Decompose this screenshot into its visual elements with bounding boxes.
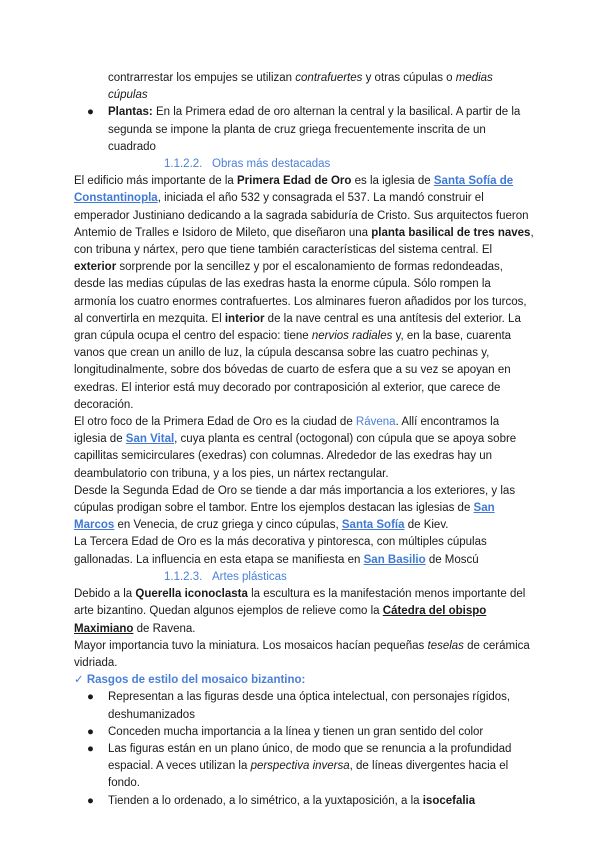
paragraph-ravena — [74, 414, 534, 483]
bullet-text: , de líneas divergentes hacia el fondo. — [108, 760, 509, 790]
text-run: y, en la base, cuarenta vanos que crean un anillo de luz, la cúpula descansa sobre las cuatro pechinas y, longitudinalmente, sobre dos bóvedas de cuarto de esfera que a su vez se apoyan en exedras. El interior está muy decorado por contraposición al exterior, que carece de decoración. — [74, 330, 512, 411]
bold-term: isocefalia — [422, 794, 476, 807]
list-item — [74, 741, 534, 793]
heading-obras-destacadas — [74, 156, 534, 173]
bullet-icon: ● — [87, 794, 94, 807]
list-item — [74, 793, 534, 810]
text-run: El edificio más importante de la — [74, 175, 237, 188]
text-run: . Allí encontramos la iglesia de — [74, 416, 500, 446]
bullet-text: Representan a las figuras desde una óptica intelectual, con personajes rígidos, deshumanizados — [108, 691, 511, 721]
italic-term: medias cúpulas — [108, 72, 493, 102]
text-run: El otro foco de la Primera Edad de Oro es la ciudad de — [74, 416, 356, 429]
text-run: de Moscú — [425, 553, 479, 566]
bullet-label: Plantas: — [108, 106, 153, 119]
heading-title: Artes plásticas — [212, 570, 287, 583]
bullet-icon: ● — [87, 742, 94, 755]
paragraph-tercera-edad — [74, 534, 534, 568]
text-run: y otras cúpulas o — [362, 72, 456, 84]
text-run: en Venecia, de cruz griega y cinco cúpulas, — [114, 519, 342, 532]
bold-term: Primera Edad de Oro — [237, 175, 352, 188]
paragraph-contrafuertes — [74, 70, 534, 104]
bullet-text: Conceden mucha importancia a la línea y tienen un gran sentido del color — [108, 725, 484, 738]
list-item — [74, 724, 534, 741]
italic-term: nervios radiales — [311, 330, 393, 343]
paragraph-miniatura — [74, 638, 534, 672]
paragraph-escultura — [74, 586, 534, 638]
bold-term: Querella iconoclasta — [135, 588, 248, 601]
text-run: contrarrestar los empujes se utilizan — [108, 72, 296, 84]
italic-term: contrafuertes — [295, 72, 363, 84]
text-run: de la nave central es una antítesis del exterior. La gran cúpula ocupa el centro del espacio: tiene — [74, 312, 521, 343]
text-run: , con tribuna y nártex, pero que tiene también características del sistema central. El — [74, 226, 534, 257]
link-santa-sofia-constantinopla[interactable]: Santa Sofía de Constantinopla — [74, 175, 514, 205]
checkmark-icon: ✓ — [74, 674, 84, 687]
text-run: Mayor importancia tuvo la miniatura. Los mosaicos hacían pequeñas — [74, 639, 428, 652]
text-run: Debido a la — [74, 588, 136, 601]
text-run: de cerámica vidriada. — [74, 639, 530, 669]
document-body — [74, 70, 534, 810]
heading-title: Obras más destacadas — [212, 158, 331, 171]
text-run: La Tercera Edad de Oro es la más decorativa y pintoresca, con múltiples cúpulas gallonadas. La influencia en esta etapa se manifiesta en — [74, 536, 487, 566]
bullet-text: Tienden a lo ordenado, a lo simétrico, a la yuxtaposición, a la — [108, 794, 423, 807]
text-run: , cuya planta es central (octogonal) con cúpula que se apoya sobre capillitas semicirculares (exedras) con columnas. Alrededor de las exedras hay un deambulatorio con tribuna, y a los pies, un nártex rectangular. — [74, 433, 517, 480]
place-ravena: Rávena — [355, 416, 396, 429]
bold-term: planta basilical de tres naves — [371, 226, 531, 239]
heading-artes-plasticas — [74, 569, 534, 586]
checklist-heading — [74, 672, 534, 689]
link-santa-sofia-kiev[interactable]: Santa Sofía — [341, 519, 405, 532]
bullet-icon: ● — [87, 691, 94, 704]
list-item — [74, 689, 534, 723]
bold-term: exterior — [74, 261, 117, 274]
link-san-basilio[interactable]: San Basilio — [363, 553, 426, 566]
text-run: de Kiev. — [404, 519, 449, 532]
link-san-marcos[interactable]: San Marcos — [74, 502, 495, 532]
text-run: sorprende por la sencillez y por el escalonamiento de formas redondeadas, desde las medias cúpulas de las exedras hasta la enorme cúpula. Sólo rompen la armonía los cuatro enormes contrafuertes. Los alminares fueron añadidos por los turcos, al convertirla en mezquita. El — [74, 261, 527, 325]
link-san-vital[interactable]: San Vital — [125, 433, 175, 446]
bullet-plantas — [74, 104, 534, 156]
italic-term: perspectiva inversa — [250, 760, 350, 773]
underlined-term: Cátedra del obispo Maximiano — [74, 605, 487, 635]
text-run: , iniciada el año 532 y consagrada el 537. La mandó construir el emperador Justiniano dedicando a la sagrada sabiduría de Cristo. Sus arquitectos fueron Antemio de Tralles e Isidoro de Mileto, que diseñaron una — [74, 192, 529, 239]
text-run: Desde la Segunda Edad de Oro se tiende a dar más importancia a los exteriores, y las cúpulas prodigan sobre el tambor. Entre los ejemplos destacan las iglesias de — [74, 484, 516, 515]
heading-number: 1.1.2.2. — [164, 158, 203, 171]
bullet-text: Las figuras están en un plano único, de modo que se renuncia a la profundidad espacial. A veces utilizan la — [108, 742, 512, 773]
text-run: la escultura es la manifestación menos importante del arte bizantino. Quedan algunos ejemplos de relieve como la — [74, 588, 526, 618]
text-run: es la iglesia de — [351, 175, 434, 188]
bold-term: interior — [224, 312, 265, 325]
heading-number: 1.1.2.3. — [164, 570, 203, 583]
bullet-icon: ● — [87, 106, 94, 119]
italic-term: teselas — [427, 639, 464, 652]
text-run: de Ravena. — [133, 622, 196, 635]
paragraph-segunda-edad — [74, 483, 534, 535]
bullet-text: En la Primera edad de oro alternan la central y la basilical. A partir de la segunda se impone la planta de cruz griega frecuentemente inscrita de un cuadrado — [108, 106, 521, 153]
paragraph-santa-sofia — [74, 173, 534, 414]
bullet-icon: ● — [87, 725, 94, 738]
checklist-title: Rasgos de estilo del mosaico bizantino: — [83, 674, 306, 687]
